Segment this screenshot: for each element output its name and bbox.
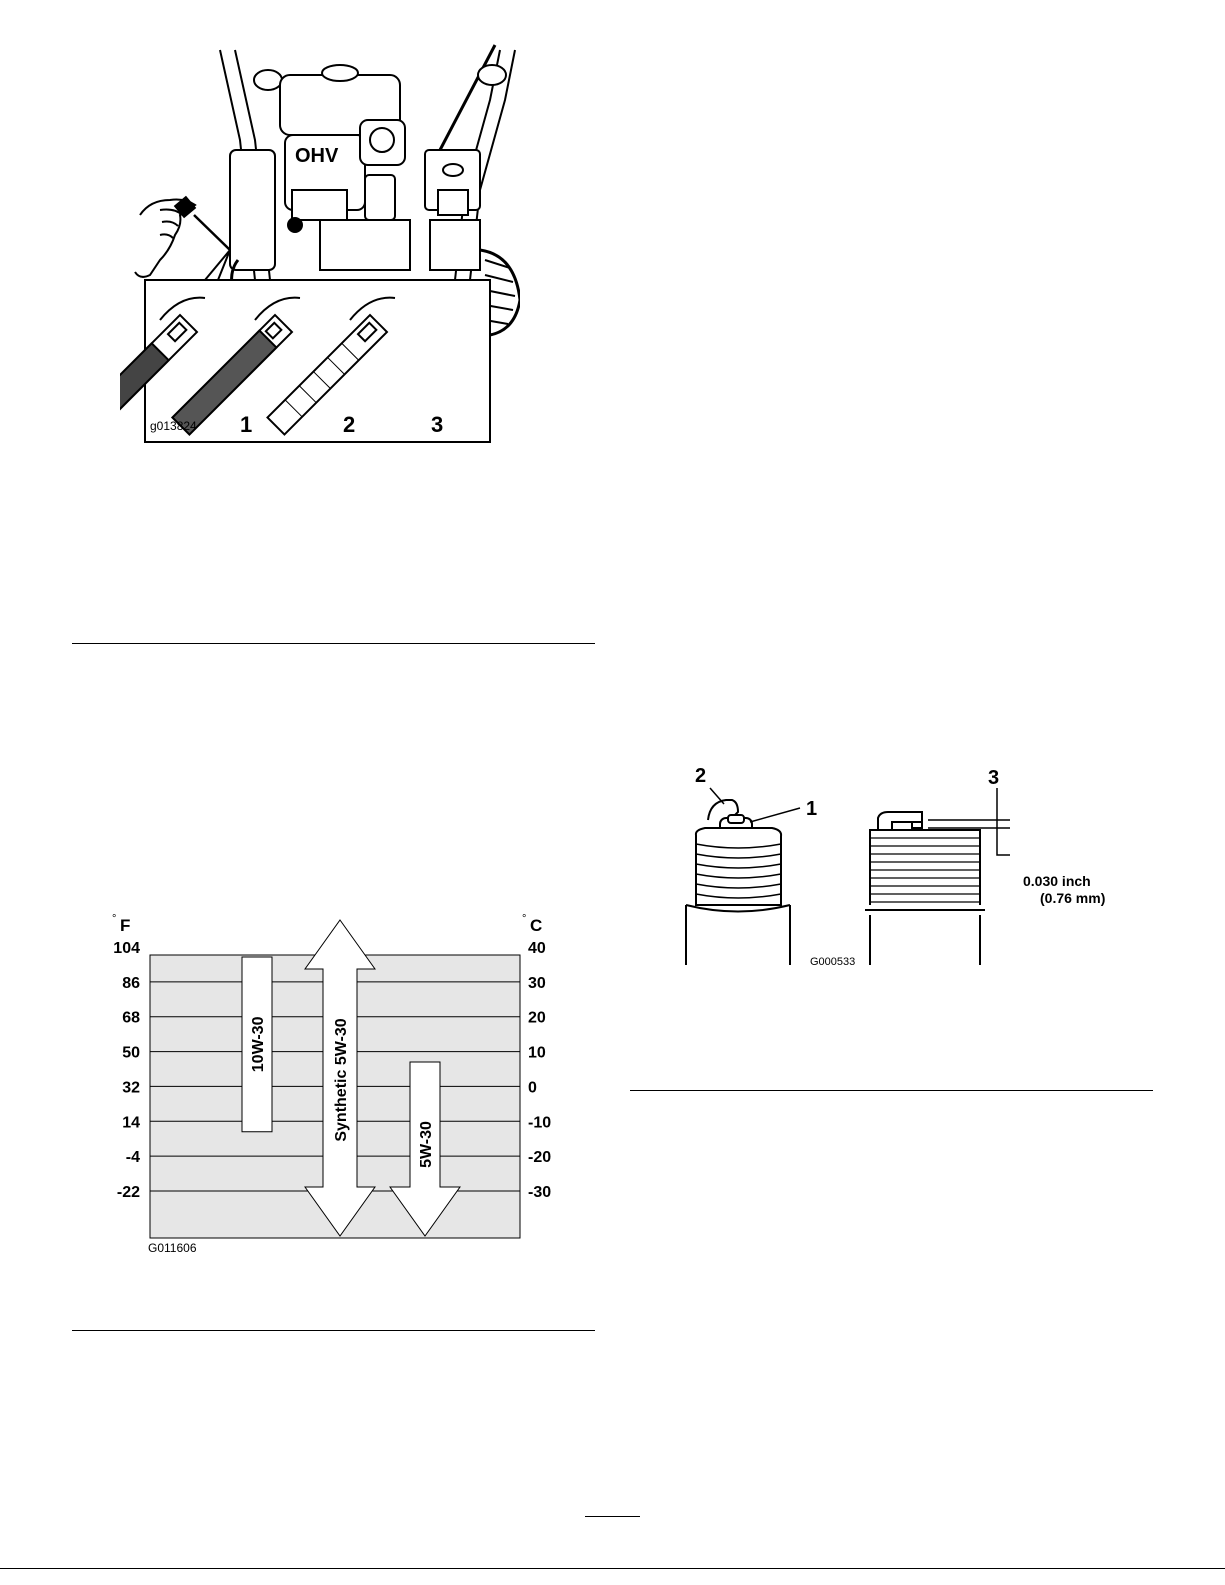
right-unit-degree: °: [522, 913, 527, 925]
dipstick-callout-1: 1: [240, 412, 253, 437]
range-bar-10w-30: [242, 957, 272, 1132]
section-rule-left-1: [72, 643, 595, 644]
spark-gap-mm: (0.76 mm): [1040, 890, 1106, 906]
spark-plug-side-illustration: [865, 812, 985, 965]
left-axis-tick-label: 68: [122, 1009, 140, 1027]
dipstick-callout-2: 2: [343, 412, 356, 437]
left-axis-tick-label: -4: [125, 1149, 140, 1167]
spark-plug-perspective-illustration: [686, 800, 790, 965]
right-axis-tick-label: -20: [528, 1149, 552, 1167]
left-axis-tick-label: 50: [122, 1044, 140, 1062]
left-axis-tick-label: 14: [122, 1114, 140, 1132]
left-unit-label: F: [120, 916, 131, 935]
dipstick-callout-3: 3: [431, 412, 444, 437]
dipstick-figure-code: g013824: [150, 419, 197, 433]
spark-gap-inch: 0.030 inch: [1023, 873, 1091, 889]
right-axis-tick-label: 10: [528, 1044, 546, 1062]
right-axis-tick-label: -30: [528, 1184, 552, 1201]
svg-text:OHV: OHV: [295, 145, 339, 167]
right-axis-tick-label: 30: [528, 974, 546, 992]
left-axis-tick-label: 86: [122, 974, 140, 992]
dipstick-figure: [120, 40, 520, 450]
range-bar-label: 5W-30: [418, 1121, 435, 1168]
spark-plug-figure: [660, 760, 1120, 970]
oil-chart-code: G011606: [148, 1241, 197, 1255]
spark-callout-1: 1: [806, 798, 818, 820]
range-bar-label: 10W-30: [250, 1016, 267, 1073]
section-rule-left-2: [72, 1330, 595, 1331]
left-axis-tick-label: 32: [122, 1079, 140, 1097]
oil-viscosity-chart: [100, 905, 570, 1265]
left-axis-tick-label: -22: [116, 1184, 140, 1201]
right-axis-tick-label: 0: [528, 1079, 537, 1097]
left-axis-tick-label: 104: [113, 940, 140, 957]
right-axis-tick-label: -10: [528, 1114, 552, 1132]
spark-callout-3: 3: [988, 767, 1000, 789]
right-axis-tick-label: 40: [528, 940, 546, 957]
spark-plug-figure-code: G000533: [810, 956, 856, 968]
range-bar-label: Synthetic 5W-30: [333, 1018, 350, 1142]
right-axis-tick-label: 20: [528, 1009, 546, 1027]
page-footer-rule: [0, 1568, 1225, 1569]
section-rule-right-1: [630, 1090, 1153, 1091]
right-unit-label: C: [530, 916, 543, 935]
page-number-line: [585, 1516, 640, 1517]
left-unit-degree: °: [112, 913, 117, 925]
spark-callout-2: 2: [695, 765, 707, 787]
